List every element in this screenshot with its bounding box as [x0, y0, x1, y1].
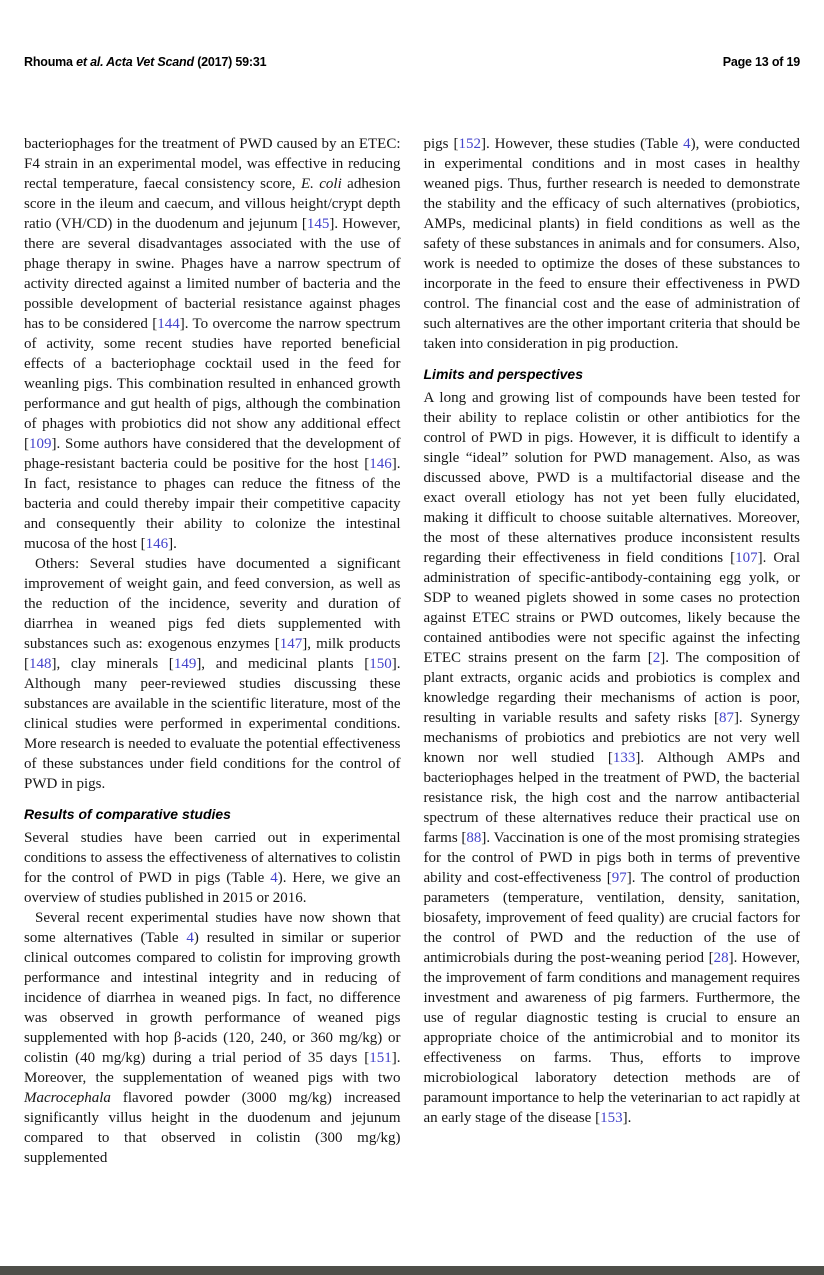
paragraph [24, 828, 401, 908]
text-run: ]. Synergy mechanisms of probiotics and prebiotics are not very well known nor well studied [ [423, 710, 800, 766]
citation-link[interactable]: 97 [611, 870, 627, 886]
paragraph [24, 134, 401, 554]
citation-link[interactable]: 109 [29, 436, 52, 452]
citation-link[interactable]: 150 [369, 656, 392, 672]
page-bottom-bar [0, 1266, 824, 1275]
text-run: pigs [ [423, 136, 459, 152]
citation-link[interactable]: 107 [735, 550, 758, 566]
citation-link[interactable]: 88 [466, 830, 482, 846]
paragraph [424, 134, 801, 354]
text-run: ]. The composition of plant extracts, organic acids and probiotics is complex and knowledge regarding their mechanisms of action is poor, resulting in variable results and safety risks [ [423, 650, 800, 726]
text-run: Several recent experimental studies have now shown that some alternatives (Table [24, 910, 401, 946]
header-citation [24, 55, 266, 69]
text-run: ) resulted in similar or superior clinical outcomes compared to colistin for improving growth performance and intestinal integrity and in reducing of incidence of diarrhea in weaned pigs. In fact, no difference was observed in growth performance of weaned pigs supplemented with hop β-acids (120, 240, or 360 mg/kg) or colistin (40 mg/kg) during a trial period of 35 days [ [24, 930, 401, 1066]
text-run: Several studies have been carried out in experimental conditions to assess the effectiveness of alternatives to colistin for the control of PWD in pigs (Table [24, 830, 401, 886]
citation-link[interactable]: 146 [369, 456, 392, 472]
text-run: ]. The control of production parameters (temperature, ventilation, density, sanitation, biosafety, improvement of feed quality) are crucial factors for the control of PWD and the reduction of the use of antimicrobials during the post-weaning period [ [423, 870, 801, 966]
text-run: ]. Some authors have considered that the development of phage-resistant bacteria could be positive for the host [ [24, 436, 401, 472]
text-run: ]. However, these studies (Table [480, 136, 684, 152]
citation-link[interactable]: 87 [718, 710, 734, 726]
header-issue: (2017) 59:31 [193, 55, 267, 69]
text-run: flavored powder (3000 mg/kg) increased significantly villus height in the duodenum and jejunum compared to that observed in colistin (300 mg/kg) supplemented [24, 1090, 401, 1166]
text-run: ]. Oral administration of specific-antibody-containing egg yolk, or SDP to weaned piglets showed in some cases no protection against ETEC strains or PWD outcomes, likely because the contained antibodies were not specific against the infecting ETEC strains present on the farm [ [423, 550, 800, 666]
text-run: ]. Although AMPs and bacteriophages helped in the treatment of PWD, the bacterial resistance risk, the high cost and the narrow antibacterial spectrum of these alternatives reduce their practical use on farms [ [423, 750, 801, 846]
citation-link[interactable]: 149 [173, 656, 197, 672]
text-run: ]. [168, 536, 177, 552]
left-column [24, 134, 401, 1168]
text-run: ). Here, we give an overview of studies published in 2015 or 2016. [24, 870, 401, 906]
citation-link[interactable]: 147 [279, 636, 303, 652]
text-run: ]. However, there are several disadvantages associated with the use of phage therapy in swine. Phages have a narrow spectrum of activity directed against a limited number of bacteria and the possible development of bacterial resistance against phages has to be considered [ [24, 216, 401, 332]
text-run: ], clay minerals [ [51, 656, 174, 672]
italic-term: E. coli [300, 176, 342, 192]
citation-link[interactable]: 4 [186, 930, 194, 946]
paragraph [24, 554, 401, 794]
citation-link[interactable]: 148 [29, 656, 52, 672]
citation-link[interactable]: 152 [458, 136, 481, 152]
citation-link[interactable]: 146 [145, 536, 169, 552]
page-number-label: Page 13 of 19 [722, 55, 800, 69]
text-run: adhesion score in the ileum and caecum, and villous height/crypt depth ratio (VH/CD) in the duodenum and jejunum [ [24, 176, 401, 232]
citation-link[interactable]: 4 [270, 870, 278, 886]
italic-term: Macrocephala [24, 1090, 111, 1106]
citation-link[interactable]: 144 [157, 316, 180, 332]
section-heading: Limits and perspectives [423, 366, 584, 382]
citation-link[interactable]: 2 [652, 650, 661, 666]
running-header [24, 55, 800, 69]
right-column [424, 134, 801, 1168]
article-body [24, 134, 800, 1168]
text-run: ], milk products [ [24, 636, 401, 672]
citation-link[interactable]: 151 [369, 1050, 392, 1066]
header-author: Rhouma [24, 55, 77, 69]
text-run: ], and medicinal plants [ [196, 656, 370, 672]
citation-link[interactable]: 4 [683, 136, 691, 152]
text-run: ), were conducted in experimental conditions and in most cases in healthy weaned pigs. Thus, further research is needed to demonstrate the stability and the efficacy of such alternatives (probiotics, AMPs, medicinal plants) in field conditions as well as the safety of these substances in animals and for consumers. Also, work is needed to optimize the doses of these substances to incorporate in the feed to ensure their effectiveness in PWD control. The financial cost and the ease of administration of such alternatives are the other important criteria that should be taken into consideration in pig production. [423, 136, 801, 352]
citation-link[interactable]: 153 [600, 1110, 623, 1126]
text-run: A long and growing list of compounds have been tested for their ability to replace colistin or other antibiotics for the control of PWD in pigs. However, it is difficult to identify a single “ideal” solution for PWD management. Also, as was discussed above, PWD is a multifactorial disease and the exact overall etiology has not yet been fully elucidated, making it difficult to choose suitable alternatives. Moreover, the most of these alternatives produce inconsistent results regarding their effectiveness in field conditions [ [423, 390, 800, 566]
text-run: Others: Several studies have documented a significant improvement of weight gain, and feed conversion, as well as the reduction of the incidence, severity and duration of diarrhea in weaned pigs fed diets supplemented with substances such as: exogenous enzymes [ [24, 556, 401, 652]
text-run: ]. Although many peer-reviewed studies discussing these substances are available in the scientific literature, most of the clinical studies were performed in experimental conditions. More research is needed to evaluate the potential effectiveness of these substances under field conditions for the control of PWD in pigs. [24, 656, 401, 792]
text-run: ]. [622, 1110, 632, 1126]
citation-link[interactable]: 145 [306, 216, 330, 232]
paragraph [424, 388, 801, 1128]
citation-link[interactable]: 28 [713, 950, 729, 966]
text-run: ]. In fact, resistance to phages can reduce the fitness of the bacteria and could thereby impair their competitive capacity and consequently their ability to colonize the intestinal mucosa of the host [ [24, 456, 401, 552]
text-run: ]. However, the improvement of farm conditions and management requires investment and awareness of pig farmers. Furthermore, the use of regular diagnostic testing is crucial to ensure an appropriate choice of the antimicrobial and to monitor its effectiveness on farms. Thus, efforts to improve microbiological laboratory detection methods are of paramount importance to help the veterinarian to act rapidly at an early stage of the disease [ [423, 950, 800, 1126]
text-run: ]. Moreover, the supplementation of weaned pigs with two [24, 1050, 401, 1086]
citation-link[interactable]: 133 [612, 750, 636, 766]
text-run: ]. Vaccination is one of the most promising strategies for the control of PWD in pigs both in terms of preventive ability and cost-effectiveness [ [423, 830, 800, 886]
header-journal: et al. Acta Vet Scand [76, 55, 194, 69]
section-heading: Results of comparative studies [24, 806, 231, 822]
paragraph [24, 908, 401, 1168]
text-run: bacteriophages for the treatment of PWD caused by an ETEC: F4 strain in an experimental model, was effective in reducing rectal temperature, faecal consistency score, [24, 136, 401, 192]
text-run: ]. To overcome the narrow spectrum of activity, some recent studies have reported beneficial effects of a bacteriophage cocktail used in the feed for weanling pigs. This combination resulted in enhanced growth performance and gut health of pigs, although the combination of phages with probiotics did not show any additional effect [ [24, 316, 401, 452]
